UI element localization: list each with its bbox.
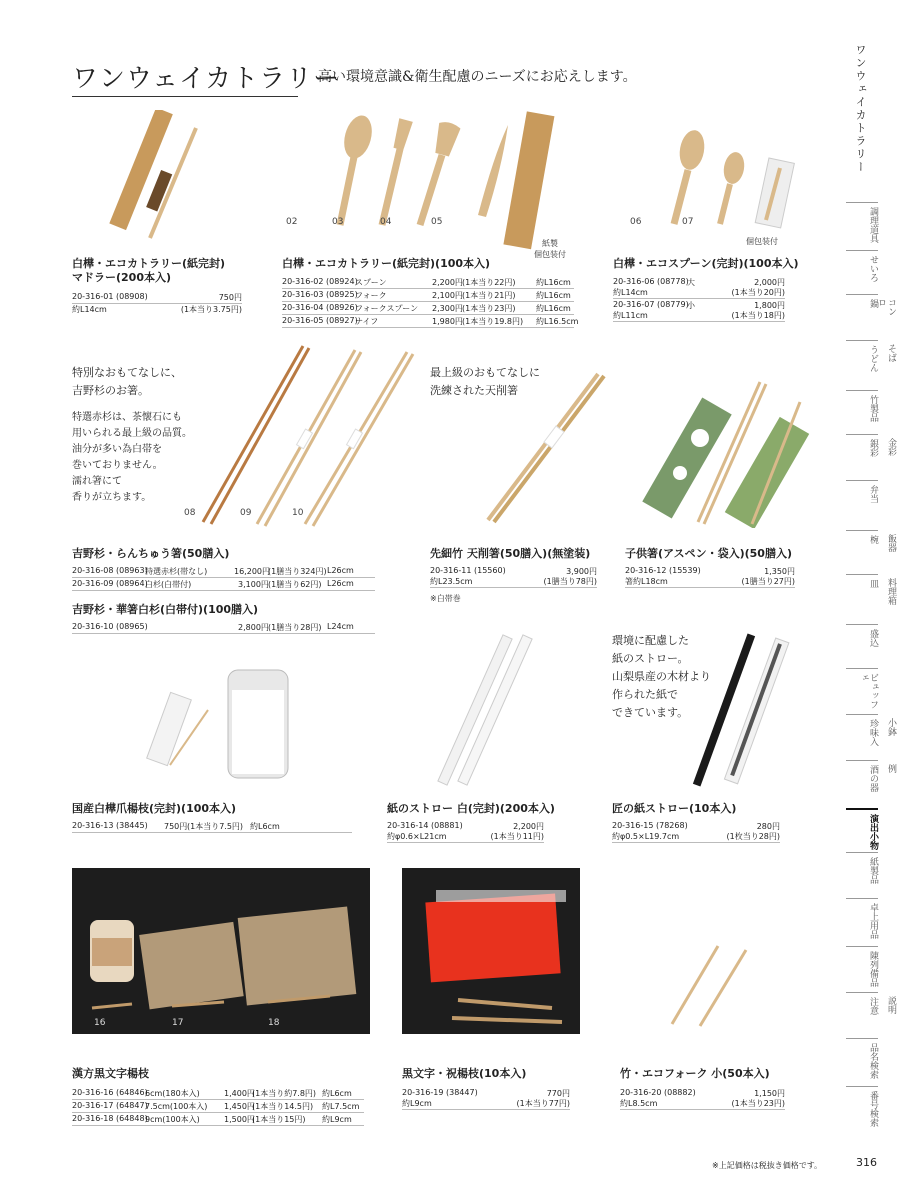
product-name: 吉野杉・らんちゅう箸(50膳入)	[72, 547, 230, 560]
page-number: 316	[856, 1156, 877, 1169]
sidebar-item[interactable]: 盛込	[846, 624, 878, 655]
product-name: 先細竹 天削箸(50膳入)(無塗装)	[430, 547, 591, 560]
product-name: 紙のストロー 白(完封)(200本入)	[387, 802, 555, 815]
bamboo-chopsticks-photo	[480, 370, 610, 525]
cutlery-photo	[300, 105, 590, 255]
feature-copy: 環境に配慮した 紙のストロー。 山梨県産の木材より 作られた紙で できています。	[612, 634, 711, 719]
sidebar-item[interactable]: 弁当	[846, 480, 878, 515]
sidebar-item[interactable]: うどん	[846, 340, 878, 377]
sidebar-item[interactable]: 番号検索	[846, 1086, 878, 1135]
product-name: 匠の紙ストロー(10本入)	[612, 802, 737, 815]
eco-spoon-photo	[630, 120, 810, 235]
sidebar-item-active[interactable]: 演出小物	[846, 808, 878, 856]
band-note: ※白帯巻	[430, 594, 461, 603]
price-row: 20-316-05 (08927) ナイフ 1,980円 (1本当り19.8円) 約L16.5cm	[282, 316, 579, 326]
sidebar-item[interactable]: 竹製品	[846, 390, 878, 427]
label-18: 18	[268, 1018, 280, 1028]
label-05: 05	[431, 217, 443, 227]
label-08: 08	[184, 508, 196, 518]
sidebar-item[interactable]: 紙製品	[846, 852, 878, 897]
price-row: 20-316-12 (15539) 1,350円	[625, 566, 795, 576]
kuromoji-photo	[72, 868, 370, 1034]
sidebar-item[interactable]: 卓上用品	[846, 898, 878, 947]
product-name: 国産白樺爪楊枝(完封)(100本入)	[72, 802, 237, 815]
price-row: 20-316-11 (15560) 3,900円	[430, 566, 597, 576]
sidebar-item[interactable]: 例	[886, 764, 896, 773]
price-row: 20-316-03 (08925) フォーク 2,100円 (1本当り21円) 約L16cm	[282, 290, 574, 302]
price-row: 20-316-08 (08963) 特選赤杉(帯なし) 16,200円 (1膳当り324円) L26cm	[72, 566, 375, 578]
price-row: 約L11cm (1本当り18円)	[613, 311, 785, 320]
paper-straw-photo	[420, 630, 540, 790]
price-row: 約L9cm (1本当り77円)	[402, 1099, 570, 1108]
madler-photo	[90, 110, 220, 250]
feature-copy: 最上級のおもてなしに 洗練された天削箸	[430, 366, 540, 397]
price-row: 20-316-18 (64848) 9cm(100本入) 1,500円 (1本当り15円) 約L9cm	[72, 1114, 364, 1126]
title-rule	[72, 96, 298, 97]
price-row: 20-316-14 (08881) 2,200円	[387, 821, 544, 831]
page-subtitle: 高い環境意識&衛生配慮のニーズにお応えします。	[318, 69, 637, 85]
sidebar-item[interactable]: 注意	[846, 992, 878, 1019]
price-row: 20-316-13 (38445) 750円 (1本当り7.5円) 約L6cm	[72, 821, 352, 833]
tax-note: ※上記価格は税抜き価格です。	[712, 1161, 823, 1170]
feature-copy: 特選赤杉は、茶懐石にも 用いられる最上級の品質。 油分が多い為白帯を 巻いておりません。 濡れ箸にて 香りが立ちます。	[72, 412, 192, 503]
sidebar-item[interactable]: せいろ	[846, 250, 878, 285]
price-row: 20-316-10 (08965) 2,800円 (1膳当り28円) L24cm	[72, 622, 375, 634]
product-name: 黒文字・祝楊枝(10本入)	[402, 1067, 527, 1080]
sidebar-item[interactable]: 飯器	[886, 534, 896, 552]
sidebar-item[interactable]: 銀彩	[846, 434, 878, 469]
product-name: マドラー(200本入)	[72, 271, 172, 284]
sidebar-item[interactable]: ビュッフェ	[846, 668, 878, 713]
label-02: 02	[286, 217, 298, 227]
label-17: 17	[172, 1018, 184, 1028]
feature-copy: 特別なおもてなしに、 吉野杉のお箸。	[72, 366, 182, 397]
label-04: 04	[380, 217, 392, 227]
price-row: 20-316-01 (08908) 750円	[72, 292, 242, 302]
price-row: 20-316-15 (78268) 280円	[612, 821, 780, 831]
takumi-straw-photo	[650, 630, 790, 790]
price-row: 20-316-19 (38447) 770円	[402, 1088, 570, 1098]
category-sidebar	[842, 0, 896, 1187]
product-name: 吉野杉・華箸白杉(白帯付)(100膳入)	[72, 603, 259, 616]
kids-chopsticks-photo	[640, 378, 820, 528]
page-title: ワンウェイカトラリー	[72, 64, 341, 94]
price-row: 約L8.5cm (1本当り23円)	[620, 1099, 785, 1108]
price-row: 20-316-16 (64846) 6cm(180本入) 1,400円 (1本当り約7.8円) 約L6cm	[72, 1088, 364, 1100]
price-row: 約φ0.6×L21cm (1本当り11円)	[387, 832, 544, 841]
bamboo-fork-photo	[660, 940, 770, 1030]
product-name: 白樺・エコカトラリー(紙完封)(100本入)	[282, 257, 491, 270]
product-name: 竹・エコフォーク 小(50本入)	[620, 1067, 770, 1080]
sidebar-item[interactable]: 珍味入	[846, 714, 878, 755]
price-row: 20-316-20 (08882) 1,150円	[620, 1088, 785, 1098]
price-row: 20-316-17 (64847) 7.5cm(100本入) 1,450円 (1本当り14.5円) 約L7.5cm	[72, 1101, 364, 1113]
sidebar-item[interactable]: 品名検索	[846, 1038, 878, 1087]
toothpick-photo	[140, 660, 300, 785]
sidebar-item[interactable]: 料理箱	[886, 578, 896, 605]
sidebar-item[interactable]: 調理道具	[846, 202, 878, 253]
label-06: 06	[630, 217, 642, 227]
label-10: 10	[292, 508, 304, 518]
price-row: 20-316-07 (08779) 小 1,800円	[613, 300, 785, 310]
price-row: 20-316-09 (08964) 白杉(白帯付) 3,100円 (1膳当り62円) L26cm	[72, 579, 375, 591]
sidebar-item[interactable]: 説明	[886, 996, 896, 1014]
product-name: 漢方黒文字楊枝	[72, 1067, 149, 1080]
price-row: 約L23.5cm (1膳当り78円)	[430, 577, 597, 586]
price-row: 箸約L18cm (1膳当り27円)	[625, 577, 795, 586]
sidebar-item[interactable]: 酒の器	[846, 760, 878, 797]
label-16: 16	[94, 1018, 106, 1028]
price-row: 約L14cm (1本当り3.75円)	[72, 305, 242, 314]
sidebar-item[interactable]: 陳列備品	[846, 946, 878, 995]
sidebar-item[interactable]: 鍋	[846, 294, 878, 321]
sidebar-item[interactable]: 皿	[846, 574, 878, 601]
product-name: 白樺・エコカトラリー(紙完封)	[72, 257, 226, 270]
price-row: 20-316-04 (08926) フォークスプーン 2,300円 (1本当り23円) 約L16cm	[282, 303, 574, 315]
sidebar-item[interactable]: そば	[886, 344, 896, 362]
packaging-note: 紙製 個包装付	[534, 239, 566, 259]
price-row: 約φ0.5×L19.7cm (1枚当り28円)	[612, 832, 780, 841]
sidebar-title: ワンウェイカトラリー	[854, 44, 867, 174]
yoshino-chopsticks-photo	[195, 342, 420, 527]
price-row: 20-316-02 (08924) スプーン 2,200円 (1本当り22円) 約L16cm	[282, 277, 574, 289]
label-03: 03	[332, 217, 344, 227]
product-name: 子供箸(アスペン・袋入)(50膳入)	[625, 547, 792, 560]
iwai-yoji-photo	[402, 868, 580, 1034]
price-row: 約L14cm (1本当り20円)	[613, 288, 785, 297]
label-09: 09	[240, 508, 252, 518]
packaging-note: 個包装付	[746, 237, 778, 246]
sidebar-item[interactable]: コンロ	[876, 298, 896, 316]
sidebar-item[interactable]: 小鉢	[886, 718, 896, 736]
sidebar-item[interactable]: 椀	[846, 530, 878, 557]
price-row: 20-316-06 (08778) 大 2,000円	[613, 277, 785, 287]
sidebar-item[interactable]: 金彩	[886, 438, 896, 456]
product-name: 白樺・エコスプーン(完封)(100本入)	[613, 257, 799, 270]
label-07: 07	[682, 217, 694, 227]
